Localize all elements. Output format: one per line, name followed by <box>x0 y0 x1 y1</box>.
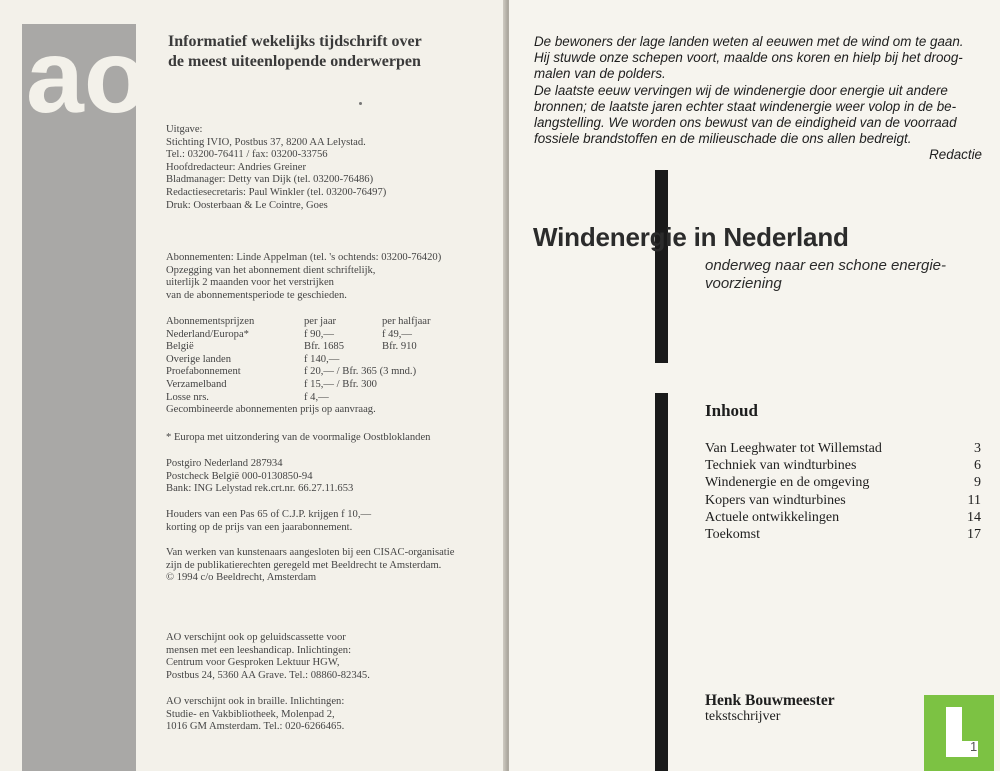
toc-entry <box>705 440 981 457</box>
table-cell: België <box>166 341 194 353</box>
toc-title: Van Leeghwater tot Willemstad <box>705 441 882 456</box>
copyright-line: zijn de publikatierechten geregeld met Beeldrecht te Amsterdam. <box>166 559 442 571</box>
gray-band <box>22 24 136 771</box>
table-cell: f 49,— <box>382 328 413 340</box>
table-row <box>166 404 431 417</box>
copyright <box>166 547 454 585</box>
toc-entry <box>705 474 981 491</box>
intro-line: Hij stuwde onze schepen voort, maalde ons koren en hielp bij het droog- <box>534 50 963 66</box>
cjp-discount <box>166 509 371 534</box>
colophon-line: Druk: Oosterbaan & Le Cointre, Goes <box>166 199 328 211</box>
toc-title: Actuele ontwikkelingen <box>705 509 840 525</box>
copyright-line: © 1994 c/o Beeldrecht, Amsterdam <box>166 572 317 584</box>
page-number: 1 <box>970 739 978 754</box>
cjp-line: korting op de prijs van een jaarabonnement. <box>166 521 353 533</box>
table-cell <box>382 392 431 405</box>
dot-mark <box>359 102 362 105</box>
intro-line: langstelling. We worden ons bewust van de eindigheid van de voorraad <box>534 115 957 131</box>
payment-line: Postcheck België 000-0130850-94 <box>166 470 313 482</box>
table-cell: Bfr. 910 <box>382 341 417 353</box>
table-cell <box>382 354 431 367</box>
colophon-line: Tel.: 03200-76411 / fax: 03200-33756 <box>166 149 328 161</box>
intro-line: malen van de polders. <box>534 66 666 82</box>
table-row <box>166 354 431 367</box>
table-row <box>166 366 431 379</box>
intro-text <box>534 34 982 164</box>
subscription-line: Abonnementen: Linde Appelman (tel. 's ochtends: 03200-76420) <box>166 252 442 263</box>
toc-title: Toekomst <box>705 527 761 543</box>
magazine-tagline <box>168 32 488 72</box>
braille-line: AO verschijnt ook in braille. Inlichtingen: <box>166 696 345 707</box>
intro-signature: Redactie <box>929 147 982 163</box>
table-cell: Bfr. 1685 <box>304 341 345 353</box>
toc-title: Techniek van windturbines <box>705 458 857 474</box>
toc-page: 17 <box>967 527 981 543</box>
cassette-line: Postbus 24, 5360 AA Grave. Tel.: 08860-82345. <box>166 669 370 681</box>
table-row <box>166 341 431 354</box>
braille-line: Studie- en Vakbibliotheek, Molenpad 2, <box>166 708 335 720</box>
table-cell: Nederland/Europa* <box>166 328 249 340</box>
vertical-bar-top <box>655 170 668 363</box>
header-cell: per jaar <box>304 316 337 327</box>
toc-entry <box>705 526 981 543</box>
table-row <box>166 329 431 342</box>
table-cell: Verzamelband <box>166 378 227 390</box>
cassette-info <box>166 632 370 682</box>
cassette-line: mensen met een leeshandicap. Inlichtingen: <box>166 644 352 656</box>
subscription-line: uiterlijk 2 maanden voor het verstrijken <box>166 277 334 289</box>
vertical-bar-bottom <box>655 393 668 771</box>
toc-entry <box>705 457 981 474</box>
table-row <box>166 379 431 392</box>
logo-text: ao <box>26 19 148 135</box>
intro-line: De laatste eeuw vervingen wij de windenergie door energie uit andere <box>534 82 948 98</box>
cassette-line: Centrum voor Gesproken Lektuur HGW, <box>166 657 340 669</box>
braille-line: 1016 GM Amsterdam. Tel.: 020-6266465. <box>166 721 345 733</box>
table-cell: Overige landen <box>166 353 232 365</box>
intro-line: bronnen; de laatste jaren echter staat windenergie weer volop in de be- <box>534 98 957 114</box>
subscription-line: Opzegging van het abonnement dient schriftelijk, <box>166 264 376 276</box>
toc-entry <box>705 509 981 526</box>
table-cell: f 4,— <box>304 391 329 403</box>
toc-page: 6 <box>974 458 981 474</box>
table-header <box>166 316 431 329</box>
table-cell: f 90,— <box>304 328 335 340</box>
table-of-contents <box>705 440 981 543</box>
intro-line: fossiele brandstoffen en de milieuschade die ons allen bedreigt. <box>534 131 912 147</box>
tagline-line: de meest uiteenlopende onderwerpen <box>168 53 421 70</box>
price-table <box>166 316 431 417</box>
table-cell: f 20,— / Bfr. 365 (3 mnd.) <box>304 366 417 378</box>
payment-details <box>166 458 353 496</box>
table-cell: Losse nrs. <box>166 391 209 403</box>
colophon-line: Stichting IVIO, Postbus 37, 8200 AA Lelystad. <box>166 136 366 148</box>
publisher-logo-icon <box>924 695 994 771</box>
braille-info <box>166 696 344 734</box>
payment-line: Bank: ING Lelystad rek.crt.nr. 66.27.11.653 <box>166 483 354 495</box>
author-role: tekstschrijver <box>705 709 781 724</box>
header-cell: Abonnementsprijzen <box>166 316 255 327</box>
toc-title: Kopers van windturbines <box>705 492 846 508</box>
ao-logo <box>26 19 148 135</box>
colophon-line: Bladmanager: Detty van Dijk (tel. 03200-76486) <box>166 174 374 186</box>
colophon-line: Redactiesecretaris: Paul Winkler (tel. 03200-76497) <box>166 186 387 198</box>
europe-note-line: * Europa met uitzondering van de voormalige Oostbloklanden <box>166 432 431 443</box>
toc-page: 9 <box>974 475 981 491</box>
intro-line: De bewoners der lage landen weten al eeuwen met de wind om te gaan. <box>534 34 964 49</box>
subscriptions <box>166 252 441 302</box>
copyright-line: Van werken van kunstenaars aangesloten bij een CISAC-organisatie <box>166 547 455 558</box>
toc-page: 11 <box>967 492 981 508</box>
subscription-line: van de abonnementsperiode te geschieden. <box>166 289 347 301</box>
toc-entry <box>705 492 981 509</box>
cassette-line: AO verschijnt ook op geluidscassette voor <box>166 632 346 643</box>
table-cell: Gecombineerde abonnementen prijs op aanvraag. <box>166 404 376 416</box>
page-subtitle: onderweg naar een schone energie-voorziening <box>705 257 947 292</box>
toc-title: Windenergie en de omgeving <box>705 475 870 491</box>
toc-page: 14 <box>967 509 981 525</box>
table-cell: f 140,— <box>304 353 340 365</box>
toc-heading: Inhoud <box>705 401 758 420</box>
colophon-line: Hoofdredacteur: Andries Greiner <box>166 161 307 173</box>
table-cell: f 15,— / Bfr. 300 <box>304 378 377 390</box>
toc-page: 3 <box>974 441 981 456</box>
table-cell: Proefabonnement <box>166 366 241 378</box>
table-row <box>166 392 431 405</box>
author-name: Henk Bouwmeester <box>705 692 835 709</box>
colophon-line: Uitgave: <box>166 124 203 135</box>
payment-line: Postgiro Nederland 287934 <box>166 458 283 469</box>
tagline-line: Informatief wekelijks tijdschrift over <box>168 33 422 50</box>
colophon <box>166 124 386 212</box>
cjp-line: Houders van een Pas 65 of C.J.P. krijgen f 10,— <box>166 509 372 520</box>
europe-note <box>166 432 430 445</box>
page-title: Windenergie in Nederland <box>533 222 849 252</box>
header-cell: per halfjaar <box>382 316 431 327</box>
